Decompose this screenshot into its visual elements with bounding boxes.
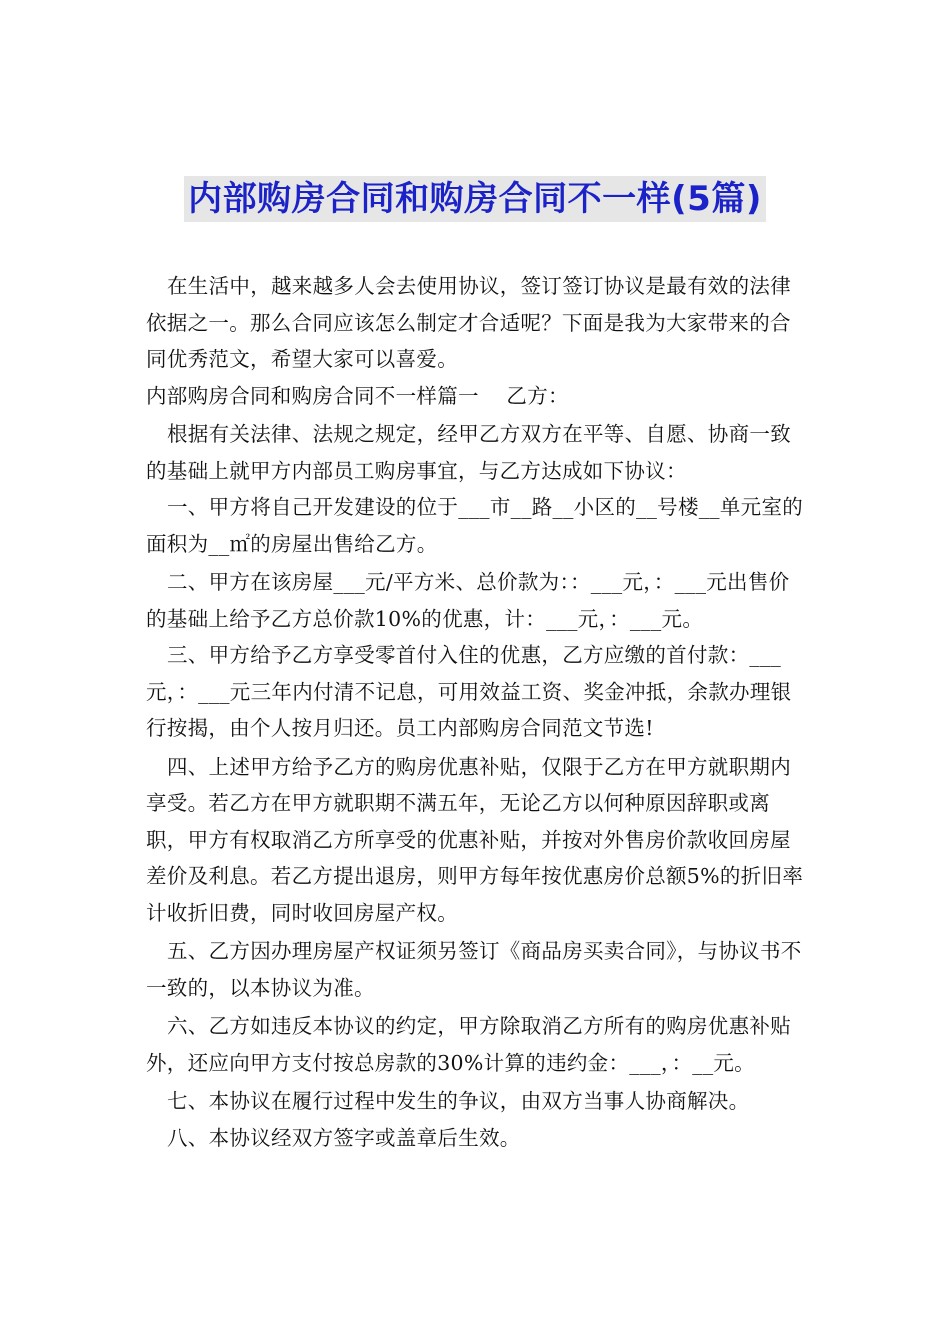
document-title: 内部购房合同和购房合同不一样(5篇) [184, 176, 766, 222]
clause-1: 一、甲方将自己开发建设的位于___市__路__小区的__号楼__单元室的面积为__㎡的房屋出售给乙方。 [146, 495, 804, 556]
clause-8: 八、本协议经双方签字或盖章后生效。 [167, 1125, 521, 1150]
section-heading: 内部购房合同和购房合同不一样篇一 乙方： [146, 383, 569, 408]
clause-3: 三、甲方给予乙方享受零首付入住的优惠，乙方应缴的首付款：___元，：___元三年内付清不记息，可用效益工资、奖金冲抵，余款办理银行按揭，由个人按月归还。员工内部购房合同范文节选! [146, 643, 792, 740]
clause-4: 四、上述甲方给予乙方的购房优惠补贴，仅限于乙方在甲方就职期内享受。若乙方在甲方就职期不满五年，无论乙方以何种原因辞职或离职，甲方有权取消乙方所享受的优惠补贴，并按对外售房价款收回房屋差价及利息。若乙方提出退房，则甲方每年按优惠房价总额5%的折旧率计收折旧费，同时收回房屋产权。 [146, 754, 804, 925]
clause-5: 五、乙方因办理房屋产权证须另签订《商品房买卖合同》，与协议书不一致的，以本协议为准。 [146, 939, 802, 1000]
paragraph-preamble: 根据有关法律、法规之规定，经甲乙方双方在平等、自愿、协商一致的基础上就甲方内部员工购房事宜，与乙方达成如下协议： [146, 422, 791, 483]
clause-7: 七、本协议在履行过程中发生的争议，由双方当事人协商解决。 [167, 1089, 750, 1113]
clause-2: 二、甲方在该房屋___元/平方米、总价款为：：___元，：___元出售价的基础上给予乙方总价款10%的优惠，计：___元，：___元。 [146, 570, 790, 631]
clause-6: 六、乙方如违反本协议的约定，甲方除取消乙方所有的购房优惠补贴外，还应向甲方支付按总房款的30%计算的违约金：___，：__元。 [146, 1014, 791, 1075]
document-body [146, 268, 808, 1156]
title-container [0, 176, 950, 222]
paragraph-intro: 在生活中，越来越多人会去使用协议，签订签订协议是最有效的法律依据之一。那么合同应该怎么制定才合适呢？下面是我为大家带来的合同优秀范文，希望大家可以喜爱。 [146, 274, 791, 371]
